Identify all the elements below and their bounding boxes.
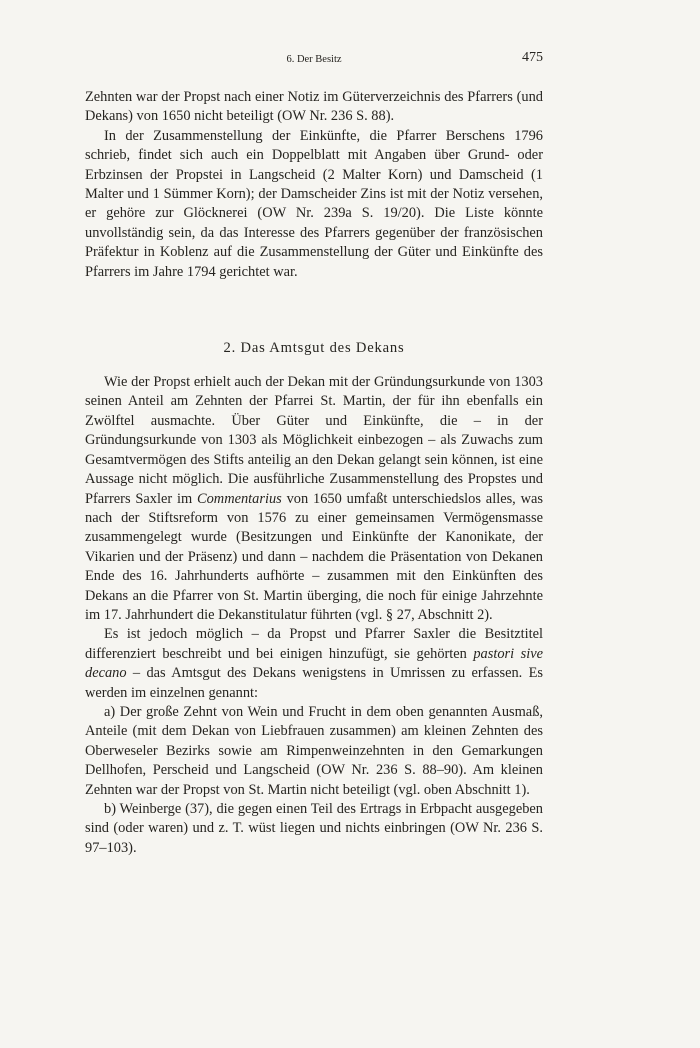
running-head [85, 50, 543, 72]
paragraph-continuation: Zehnten war der Propst nach einer Notiz im Güterverzeichnis des Pfarrers (und Dekans) von 1650 nicht beteiligt (OW Nr. 236 S. 88). [85, 89, 543, 125]
book-page [85, 50, 543, 858]
italic-term: pastori sive decano [85, 645, 543, 682]
running-title: 6. Der Besitz [286, 54, 342, 65]
section-heading: 2. Das Amtsgut des Dekans [223, 340, 405, 357]
page-body [85, 88, 543, 858]
list-item-a: a) Der große Zehnt von Wein und Frucht in dem oben genannten Ausmaß, Anteile (mit dem Dekan von Liebfrauen zusammen) am kleinen Zehnten des Oberweseler Bezirks sowie am Rimpenweinzehnten in den Gemarkungen Dellhofen, Perscheid und Langscheid (OW Nr. 236 S. 88–90). Am kleinen Zehnten war der Propst von St. Martin nicht beteiligt (vgl. oben Abschnitt 1). [85, 703, 543, 798]
italic-term: Commentarius [197, 490, 282, 507]
paragraph-text: Es ist jedoch möglich – da Propst und Pfarrer Saxler die Besitztitel differenziert beschreibt und bei einigen hinzufügt, sie gehörten [85, 626, 543, 662]
paragraph-text: – das Amtsgut des Dekans wenigstens in Umrissen zu erfassen. Es werden im einzelnen genannt: [85, 665, 543, 701]
paragraph-text: von 1650 umfaßt unterschiedslos alles, was nach der Stiftsreform von 1576 zu einer gemeinsamen Vermögensmasse zusammengelegt wurde (Besitzungen und Einkünfte der Kanonikate, der Vikarien und der Präsenz) und dann – nachdem die Präsentation von Dekanen Ende des 16. Jahrhunderts aufhörte – zusammen mit den Einkünften des Dekans an die Pfarrer von St. Martin überging, die noch für einige Jahrzehnte im 17. Jahrhundert die Dekanstitulatur führten (vgl. § 27, Abschnitt 2). [85, 490, 543, 623]
paragraph-text: Wie der Propst erhielt auch der Dekan mit der Gründungsurkunde von 1303 seinen Anteil am Zehnten der Pfarrei St. Martin, der für ihn ebenfalls ein Zwölftel ausmachte. Über Güter und Einkünfte, die – in der Gründungsurkunde von 1303 als Möglichkeit einbezogen – als Zuwachs zum Gesamtvermögen des Stifts anteilig an den Dekan gelangt sein können, ist eine Aussage nicht möglich. Die ausführliche Zusammenstellung des Propstes und Pfarrers Saxler im [85, 374, 543, 507]
paragraph-amtsgut [85, 625, 543, 703]
paragraph-dekan-anteil [85, 373, 543, 625]
page-number: 475 [522, 50, 543, 65]
list-item-b: b) Weinberge (37), die gegen einen Teil des Ertrags in Erbpacht ausgegeben sind (oder waren) und z. T. wüst liegen und nichts einbringen (OW Nr. 236 S. 97–103). [85, 801, 543, 856]
paragraph-einkuenfte: In der Zusammenstellung der Einkünfte, die Pfarrer Berschens 1796 schrieb, findet sich auch ein Doppelblatt mit Angaben über Grund- oder Erbzinsen der Propstei in Langscheid (2 Malter Korn) und Damscheid (1 Malter und 1 Sümmer Korn); der Damscheider Zins ist mit der Notiz versehen, er gehöre zur Glöcknerei (OW Nr. 239a S. 19/20). Die Liste könnte unvollständig sein, da das Interesse des Pfarrers gegenüber der französischen Präfektur in Koblenz auf die Zusammenstellung der Güter und Einkünfte des Pfarrers im Jahre 1794 gerichtet war. [85, 127, 543, 280]
